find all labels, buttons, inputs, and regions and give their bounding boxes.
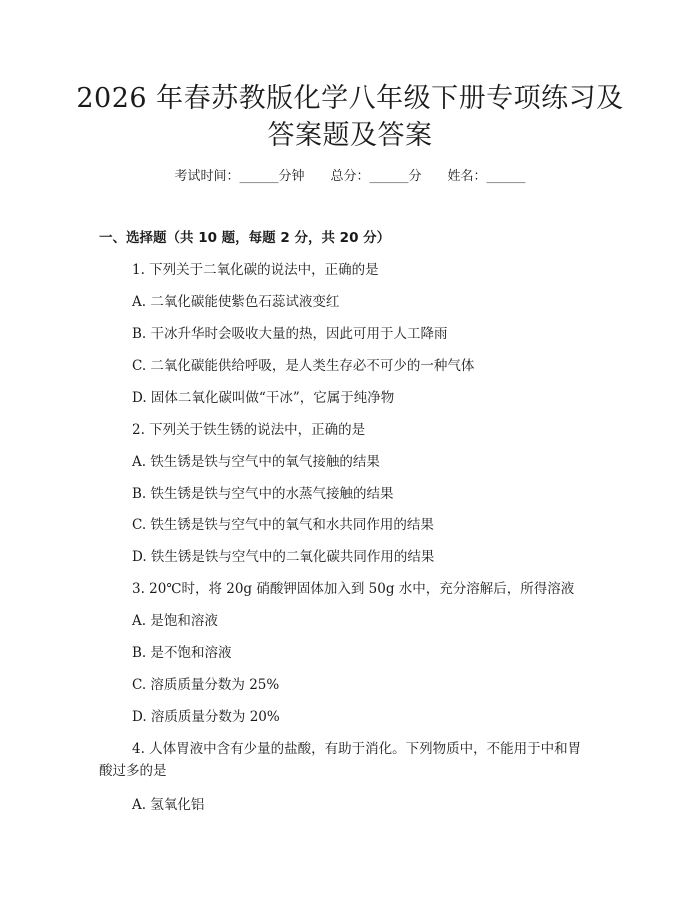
question-option: D. 铁生锈是铁与空气中的二氧化碳共同作用的结果 [132, 549, 435, 565]
student-name-label: 姓名：______ [447, 169, 526, 184]
question-option: C. 铁生锈是铁与空气中的氧气和水共同作用的结果 [132, 517, 434, 533]
question-option: A. 二氧化碳能使紫色石蕊试液变红 [132, 294, 340, 310]
exam-time-label: 考试时间：______分钟 [174, 169, 305, 184]
section-heading: 一、选择题（共 10 题，每题 2 分，共 20 分） [99, 230, 391, 246]
question-option: B. 铁生锈是铁与空气中的水蒸气接触的结果 [132, 486, 394, 502]
exam-meta [0, 166, 700, 188]
question-option: C. 溶质质量分数为 25% [132, 677, 280, 693]
question-stem: 2. 下列关于铁生锈的说法中，正确的是 [132, 422, 366, 438]
question-stem-continued: 酸过多的是 [99, 763, 167, 779]
question-stem: 1. 下列关于二氧化碳的说法中，正确的是 [132, 262, 379, 278]
question-option: A. 氢氧化铝 [132, 797, 205, 813]
question-option: A. 铁生锈是铁与空气中的氧气接触的结果 [132, 454, 380, 470]
question-option: A. 是饱和溶液 [132, 613, 218, 629]
question-option: D. 溶质质量分数为 20% [132, 709, 280, 725]
question-stem: 3. 20℃时，将 20g 硝酸钾固体加入到 50g 水中，充分溶解后，所得溶液 [132, 581, 575, 597]
question-stem: 4. 人体胃液中含有少量的盐酸，有助于消化。下列物质中，不能用于中和胃 [132, 741, 582, 757]
document-title-line-1: 2026 年春苏教版化学八年级下册专项练习及 [76, 83, 624, 114]
question-option: C. 二氧化碳能供给呼吸，是人类生存必不可少的一种气体 [132, 358, 475, 374]
total-score-label: 总分：______分 [330, 169, 422, 184]
question-option: D. 固体二氧化碳叫做“干冰”，它属于纯净物 [132, 390, 395, 406]
question-option: B. 干冰升华时会吸收大量的热，因此可用于人工降雨 [132, 326, 448, 342]
question-option: B. 是不饱和溶液 [132, 645, 232, 661]
document-title-line-2: 答案题及答案 [267, 120, 433, 151]
